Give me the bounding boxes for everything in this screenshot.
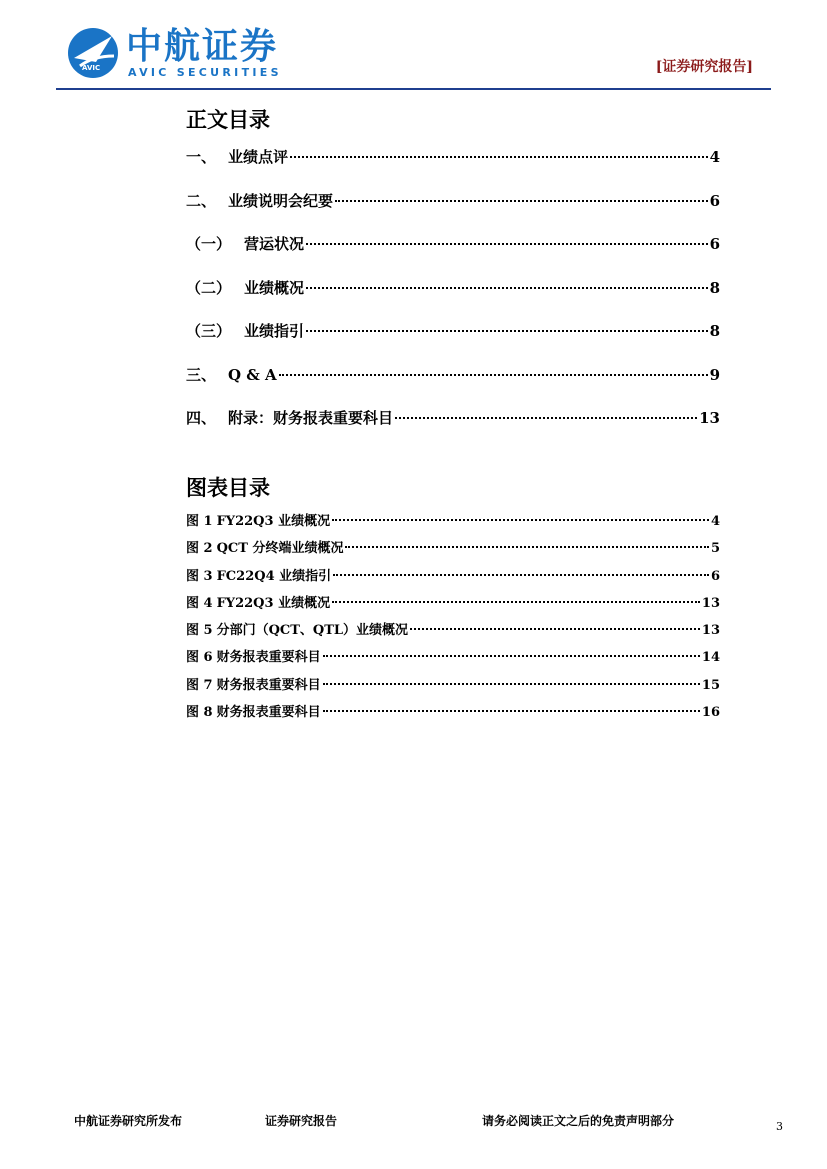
report-type-tag: [证券研究报告] bbox=[655, 59, 753, 75]
footer-publisher: 中航证券研究所发布 bbox=[74, 1114, 183, 1128]
toc-entry-title: 营运状况 bbox=[244, 235, 305, 253]
dot-leader bbox=[323, 710, 700, 712]
toc-entry-number: （二） bbox=[186, 278, 232, 297]
toc-entry-number: 一、 bbox=[186, 148, 217, 166]
figure-entry-title: FY22Q3 业绩概况 bbox=[216, 595, 331, 611]
toc-entry-page: 8 bbox=[709, 322, 720, 340]
toc-entry-number: （三） bbox=[186, 322, 232, 340]
toc-entry[interactable] bbox=[186, 320, 720, 364]
dot-leader bbox=[335, 200, 708, 202]
figure-entry[interactable] bbox=[186, 592, 720, 619]
figure-entry-title: QCT 分终端业绩概况 bbox=[216, 541, 344, 557]
figure-entry-page: 15 bbox=[701, 677, 720, 693]
figure-entry-number: 图 8 bbox=[186, 705, 213, 721]
figure-entry-page: 13 bbox=[701, 595, 720, 611]
company-logo bbox=[66, 26, 296, 82]
avic-logo-icon bbox=[66, 26, 120, 80]
dot-leader bbox=[306, 243, 708, 245]
logo-mark-text: AVIC bbox=[82, 64, 101, 72]
figure-entry-title: 财务报表重要科目 bbox=[216, 705, 321, 721]
logo-english-name: AVIC SECURITIES bbox=[128, 66, 282, 79]
toc-entry-page: 6 bbox=[709, 191, 720, 210]
dot-leader bbox=[410, 628, 700, 630]
dot-leader bbox=[290, 156, 708, 158]
figure-entry-title: 财务报表重要科目 bbox=[216, 677, 321, 693]
figure-entry[interactable] bbox=[186, 510, 720, 537]
figure-entry-number: 图 3 bbox=[186, 568, 213, 584]
footer-disclaimer-note: 请务必阅读正文之后的免责声明部分 bbox=[482, 1114, 675, 1128]
dot-leader bbox=[323, 683, 700, 685]
toc-entry-number: 二、 bbox=[186, 191, 217, 210]
figure-entry-title: FY22Q3 业绩概况 bbox=[216, 514, 331, 529]
figure-entry-page: 5 bbox=[710, 541, 720, 557]
logo-chinese-name: 中航证券 bbox=[126, 26, 279, 67]
toc-entry[interactable] bbox=[186, 233, 720, 277]
toc-entry-page: 9 bbox=[709, 365, 720, 384]
footer-report-type: 证券研究报告 bbox=[265, 1114, 338, 1128]
toc-entry-title: 业绩说明会纪要 bbox=[228, 191, 334, 210]
toc-entry[interactable] bbox=[186, 364, 720, 408]
figure-entry-number: 图 5 bbox=[186, 623, 213, 639]
figure-entry-number: 图 4 bbox=[186, 595, 213, 611]
dot-leader bbox=[323, 655, 700, 657]
toc-entry[interactable] bbox=[186, 277, 720, 321]
toc-entry-title: 业绩点评 bbox=[228, 148, 289, 166]
toc-entry-number: 三、 bbox=[186, 365, 217, 384]
toc-entry-title: 业绩概况 bbox=[244, 278, 305, 297]
figure-entry-page: 14 bbox=[701, 650, 720, 666]
figure-entry[interactable] bbox=[186, 537, 720, 564]
dot-leader bbox=[395, 417, 697, 419]
header-divider bbox=[56, 88, 771, 90]
toc-entry-page: 4 bbox=[709, 148, 720, 166]
toc-entry-page: 13 bbox=[699, 409, 720, 427]
figure-entry-number: 图 6 bbox=[186, 650, 213, 666]
figure-entry-title: 财务报表重要科目 bbox=[216, 650, 321, 666]
dot-leader bbox=[333, 574, 709, 576]
figure-entry-title: 分部门（QCT、QTL）业绩概况 bbox=[216, 623, 409, 639]
toc-entry-title: Q & A bbox=[228, 365, 277, 384]
dot-leader bbox=[306, 330, 708, 332]
toc-entry-title: 业绩指引 bbox=[244, 322, 305, 340]
toc-entry-number: 四、 bbox=[186, 409, 217, 427]
figure-entry-title: FC22Q4 业绩指引 bbox=[216, 568, 332, 584]
figure-entry-number: 图 1 bbox=[186, 514, 213, 529]
main-toc bbox=[186, 146, 720, 451]
toc-entry-title: 附录：财务报表重要科目 bbox=[228, 409, 394, 427]
dot-leader bbox=[332, 519, 709, 521]
figure-entry-page: 4 bbox=[710, 514, 720, 529]
toc-entry[interactable] bbox=[186, 146, 720, 190]
figure-entry[interactable] bbox=[186, 701, 720, 728]
figure-entry[interactable] bbox=[186, 565, 720, 592]
figure-entry-number: 图 2 bbox=[186, 541, 213, 557]
dot-leader bbox=[306, 287, 708, 289]
figures-toc-title: 图表目录 bbox=[186, 475, 270, 500]
toc-entry-page: 6 bbox=[709, 235, 720, 253]
dot-leader bbox=[279, 374, 708, 376]
figure-entry-number: 图 7 bbox=[186, 677, 213, 693]
figure-entry[interactable] bbox=[186, 674, 720, 701]
figure-entry[interactable] bbox=[186, 619, 720, 646]
dot-leader bbox=[332, 601, 700, 603]
page-number: 3 bbox=[776, 1120, 783, 1133]
toc-entry[interactable] bbox=[186, 190, 720, 234]
figure-entry-page: 13 bbox=[701, 623, 720, 639]
toc-entry[interactable] bbox=[186, 407, 720, 451]
toc-entry-page: 8 bbox=[709, 278, 720, 297]
figures-toc bbox=[186, 510, 720, 728]
toc-title: 正文目录 bbox=[186, 107, 270, 132]
dot-leader bbox=[345, 546, 709, 548]
figure-entry[interactable] bbox=[186, 646, 720, 673]
figure-entry-page: 16 bbox=[701, 705, 720, 721]
toc-entry-number: （一） bbox=[186, 235, 232, 253]
figure-entry-page: 6 bbox=[710, 568, 720, 584]
